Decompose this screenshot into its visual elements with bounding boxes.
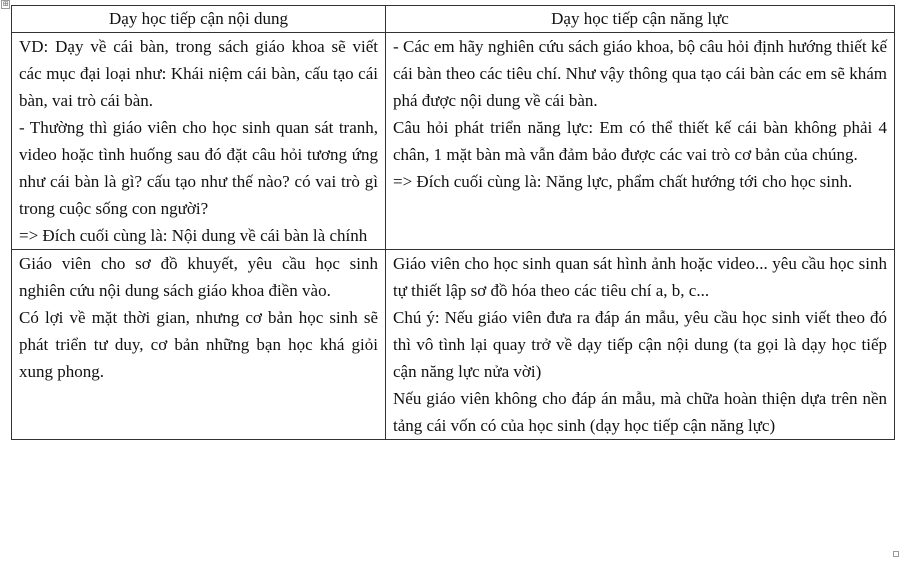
paragraph: => Đích cuối cùng là: Nội dung về cái bàn là chính [19, 226, 368, 245]
end-of-cell-marker-icon [893, 551, 899, 557]
comparison-table [11, 5, 895, 440]
table-header-row [12, 6, 895, 33]
table-row [12, 250, 895, 440]
header-content-approach: Dạy học tiếp cận nội dung [12, 6, 386, 33]
paragraph: - Các em hãy nghiên cứu sách giáo khoa, bộ câu hỏi định hướng thiết kế cái bàn theo các tiêu chí. Như vậy thông qua tạo cái bàn các em sẽ khám phá được nội dung về cái bàn. [393, 37, 887, 110]
header-competency-approach: Dạy học tiếp cận năng lực [386, 6, 895, 33]
cell-row2-content-approach [12, 250, 386, 440]
paragraph: Nếu giáo viên không cho đáp án mẫu, mà chữa hoàn thiện dựa trên nền tảng cái vốn có của học sinh (dạy học tiếp cận năng lực) [393, 389, 887, 435]
paragraph: VD: Dạy về cái bàn, trong sách giáo khoa sẽ viết các mục đại loại như: Khái niệm cái bàn, cấu tạo cái bàn, vai trò cái bàn. [19, 37, 378, 110]
paragraph: Giáo viên cho sơ đồ khuyết, yêu cầu học sinh nghiên cứu nội dung sách giáo khoa điền vào. [19, 254, 378, 300]
cell-row2-competency-approach [386, 250, 895, 440]
paragraph: Chú ý: Nếu giáo viên đưa ra đáp án mẫu, yêu cầu học sinh viết theo đó thì vô tình lại quay trở về dạy tiếp cận nội dung (ta gọi là dạy học tiếp cận năng lực nửa vời) [393, 308, 887, 381]
paragraph: - Thường thì giáo viên cho học sinh quan sát tranh, video hoặc tình huống sau đó đặt câu hỏi tương ứng như cái bàn là gì? cấu tạo như thế nào? có vai trò gì trong cuộc sống con người? [19, 118, 378, 218]
paragraph: Có lợi về mặt thời gian, nhưng cơ bản học sinh sẽ phát triển tư duy, cơ bản những bạn học khá giỏi xung phong. [19, 308, 378, 381]
table-move-handle-icon[interactable]: ⊞ [2, 0, 9, 8]
cell-row1-competency-approach [386, 33, 895, 250]
paragraph: Giáo viên cho học sinh quan sát hình ảnh hoặc video... yêu cầu học sinh tự thiết lập sơ đồ hóa theo các tiêu chí a, b, c... [393, 254, 887, 300]
paragraph: => Đích cuối cùng là: Năng lực, phẩm chất hướng tới cho học sinh. [393, 172, 853, 191]
table-row [12, 33, 895, 250]
paragraph: Câu hỏi phát triển năng lực: Em có thể thiết kế cái bàn không phải 4 chân, 1 mặt bàn mà vẫn đảm bảo được các vai trò cơ bản của chúng. [393, 118, 887, 164]
cell-row1-content-approach [12, 33, 386, 250]
